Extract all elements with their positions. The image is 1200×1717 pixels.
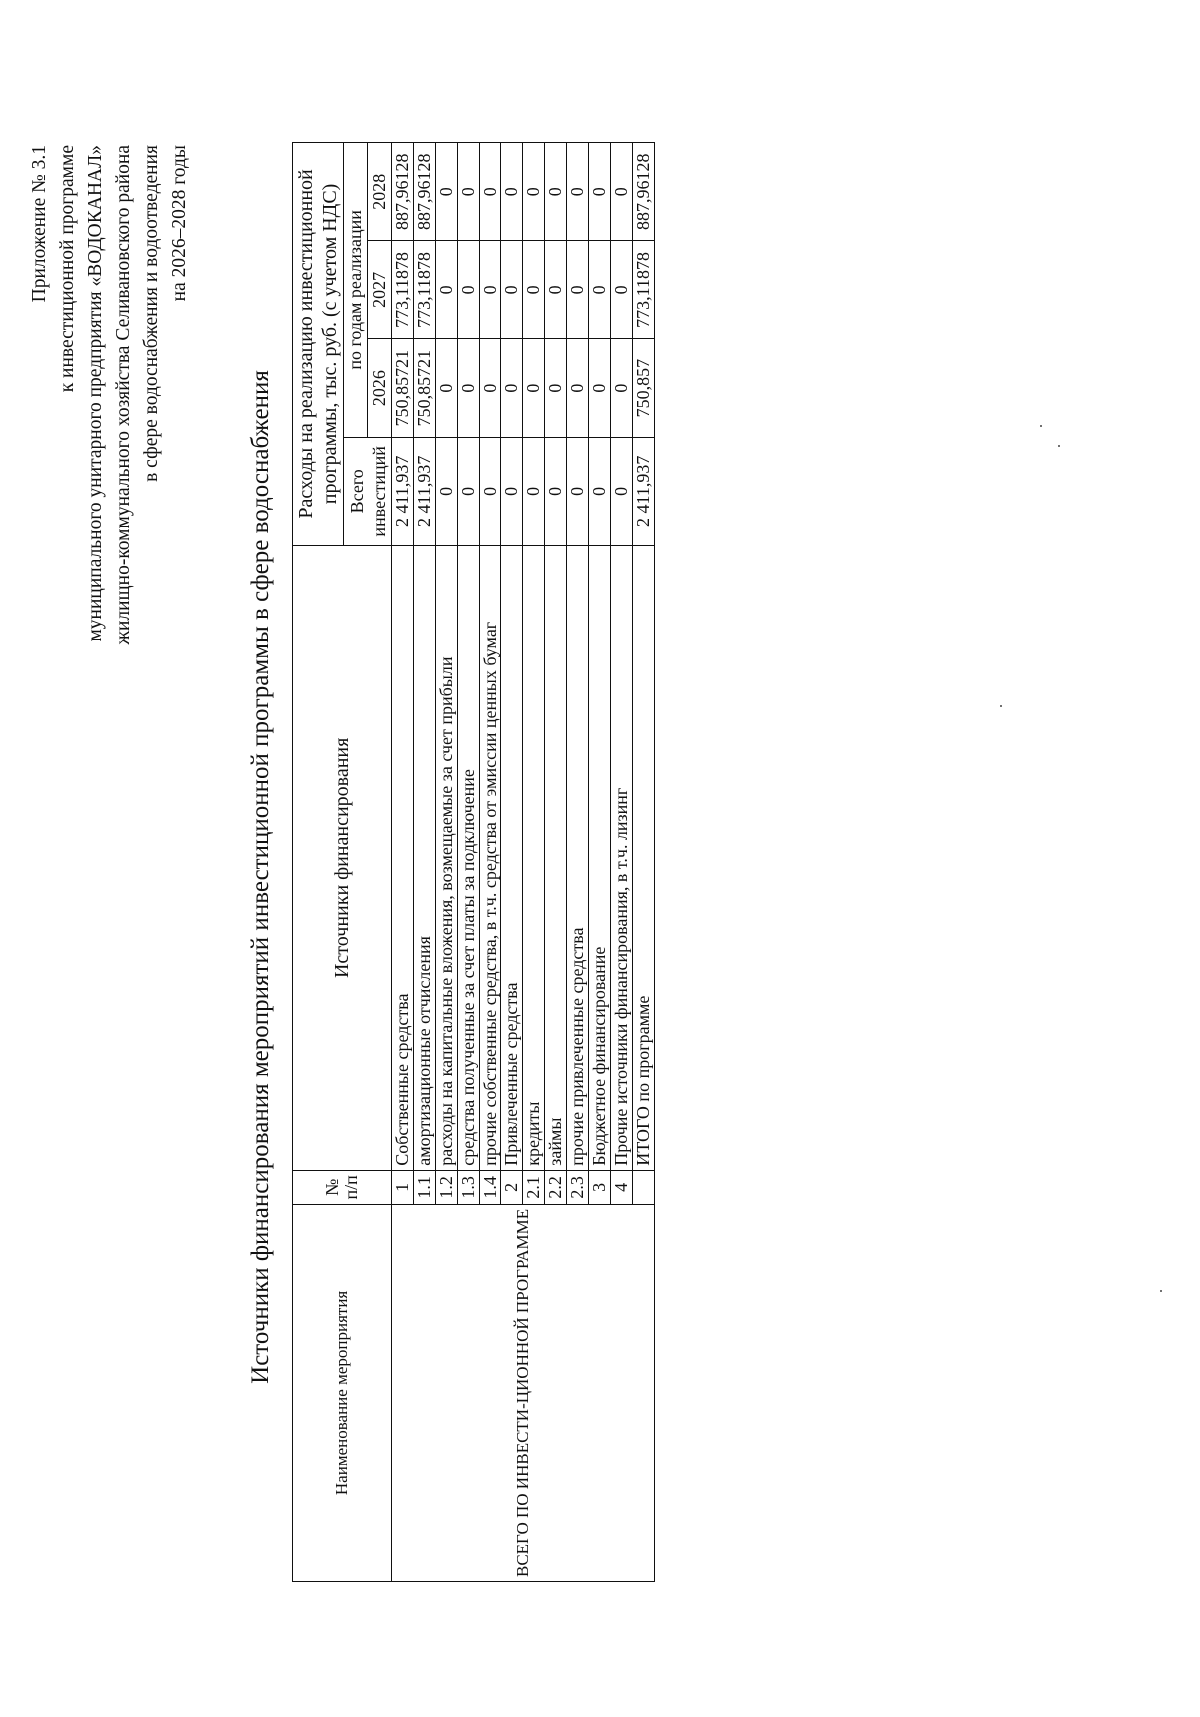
row-total: 2 411,937 [392, 437, 414, 545]
row-2028: 0 [457, 143, 479, 241]
row-number: 4 [610, 1170, 632, 1204]
row-source: прочие собственные средства, в т.ч. средства от эмиссии ценных бумаг [479, 545, 501, 1170]
scan-speck [1058, 445, 1060, 447]
row-number: 1 [392, 1170, 414, 1204]
table-header-row [293, 143, 344, 1582]
row-2028: 0 [479, 143, 501, 241]
scan-speck [1160, 1290, 1162, 1292]
header-year-2027: 2027 [368, 241, 392, 339]
row-source: Собственные средства [392, 545, 414, 1170]
row-2026: 0 [545, 339, 567, 437]
row-number: 1.1 [413, 1170, 435, 1204]
row-number: 2.1 [523, 1170, 545, 1204]
row-2027: 773,11878 [392, 241, 414, 339]
row-2026: 0 [610, 339, 632, 437]
row-source: ИТОГО по программе [632, 545, 654, 1170]
row-source: Бюджетное финансирование [589, 545, 611, 1170]
row-number: 1.2 [435, 1170, 457, 1204]
header-event-name: Наименование мероприятия [293, 1204, 392, 1581]
row-2028: 0 [567, 143, 589, 241]
row-2026: 0 [479, 339, 501, 437]
header-source: Источники финансирования [293, 545, 392, 1170]
row-total: 0 [567, 437, 589, 545]
row-2026: 0 [457, 339, 479, 437]
row-2027: 0 [523, 241, 545, 339]
financing-table [292, 142, 655, 1582]
row-source: Прочие источники финансирования, в т.ч. лизинг [610, 545, 632, 1170]
row-2026: 0 [523, 339, 545, 437]
event-name-cell: ВСЕГО ПО ИНВЕСТИ-ЦИОННОЙ ПРОГРАММЕ [392, 1204, 655, 1581]
row-number: 2 [501, 1170, 523, 1204]
scan-speck [1040, 425, 1042, 427]
header-by-years: по годам реализации [344, 143, 368, 438]
row-2028: 0 [589, 143, 611, 241]
row-2027: 773,11878 [632, 241, 654, 339]
row-source: средства полученные за счет платы за подключение [457, 545, 479, 1170]
row-total: 0 [479, 437, 501, 545]
header-total: Всего инвестиций [344, 437, 392, 545]
row-2028: 0 [610, 143, 632, 241]
row-2028: 0 [501, 143, 523, 241]
row-source: займы [545, 545, 567, 1170]
row-total: 0 [589, 437, 611, 545]
header-year-2028: 2028 [368, 143, 392, 241]
header-year-2026: 2026 [368, 339, 392, 437]
table-row [392, 143, 414, 1582]
row-number: 1.4 [479, 1170, 501, 1204]
row-2026: 0 [435, 339, 457, 437]
scan-speck [1000, 705, 1002, 707]
appendix-header [26, 145, 194, 644]
row-2028: 0 [435, 143, 457, 241]
row-2026: 0 [589, 339, 611, 437]
row-2026: 750,857 [632, 339, 654, 437]
row-number: 3 [589, 1170, 611, 1204]
row-number: 1.3 [457, 1170, 479, 1204]
row-2028: 0 [523, 143, 545, 241]
row-source: амортизационные отчисления [413, 545, 435, 1170]
row-2027: 0 [589, 241, 611, 339]
row-total: 0 [545, 437, 567, 545]
row-total: 2 411,937 [632, 437, 654, 545]
row-2027: 0 [567, 241, 589, 339]
row-2026: 0 [567, 339, 589, 437]
row-2028: 887,96128 [392, 143, 414, 241]
header-expenses: Расходы на реализацию инвестиционной программы, тыс. руб. (с учетом НДС) [293, 143, 344, 546]
row-number [632, 1170, 654, 1204]
row-source: прочие привлеченные средства [567, 545, 589, 1170]
row-2026: 0 [501, 339, 523, 437]
appendix-line: на 2026–2028 годы [169, 145, 190, 302]
row-source: Привлеченные средства [501, 545, 523, 1170]
appendix-line: Приложение № 3.1 [29, 145, 50, 303]
row-2027: 0 [435, 241, 457, 339]
row-2027: 773,11878 [413, 241, 435, 339]
row-2026: 750,85721 [413, 339, 435, 437]
document-title: Источники финансирования мероприятий инвестиционной программы в сфере водоснабжения [247, 370, 274, 1384]
row-total: 0 [610, 437, 632, 545]
row-2027: 0 [545, 241, 567, 339]
appendix-line: жилищно-коммунального хозяйства Селивановского района [113, 145, 134, 645]
row-2028: 0 [545, 143, 567, 241]
row-total: 2 411,937 [413, 437, 435, 545]
appendix-line: в сфере водоснабжения и водоотведения [141, 145, 162, 482]
row-2027: 0 [457, 241, 479, 339]
row-source: кредиты [523, 545, 545, 1170]
row-source: расходы на капитальные вложения, возмещаемые за счет прибыли [435, 545, 457, 1170]
row-number: 2.3 [567, 1170, 589, 1204]
appendix-line: к инвестиционной программе [57, 145, 78, 393]
row-2026: 750,85721 [392, 339, 414, 437]
row-2028: 887,96128 [632, 143, 654, 241]
row-2027: 0 [479, 241, 501, 339]
row-total: 0 [435, 437, 457, 545]
header-number: № п/п [293, 1170, 392, 1204]
row-number: 2.2 [545, 1170, 567, 1204]
row-2028: 887,96128 [413, 143, 435, 241]
row-total: 0 [523, 437, 545, 545]
row-total: 0 [457, 437, 479, 545]
row-2027: 0 [610, 241, 632, 339]
row-2027: 0 [501, 241, 523, 339]
row-total: 0 [501, 437, 523, 545]
appendix-line: муниципального унитарного предприятия «ВОДОКАНАЛ» [85, 145, 106, 642]
